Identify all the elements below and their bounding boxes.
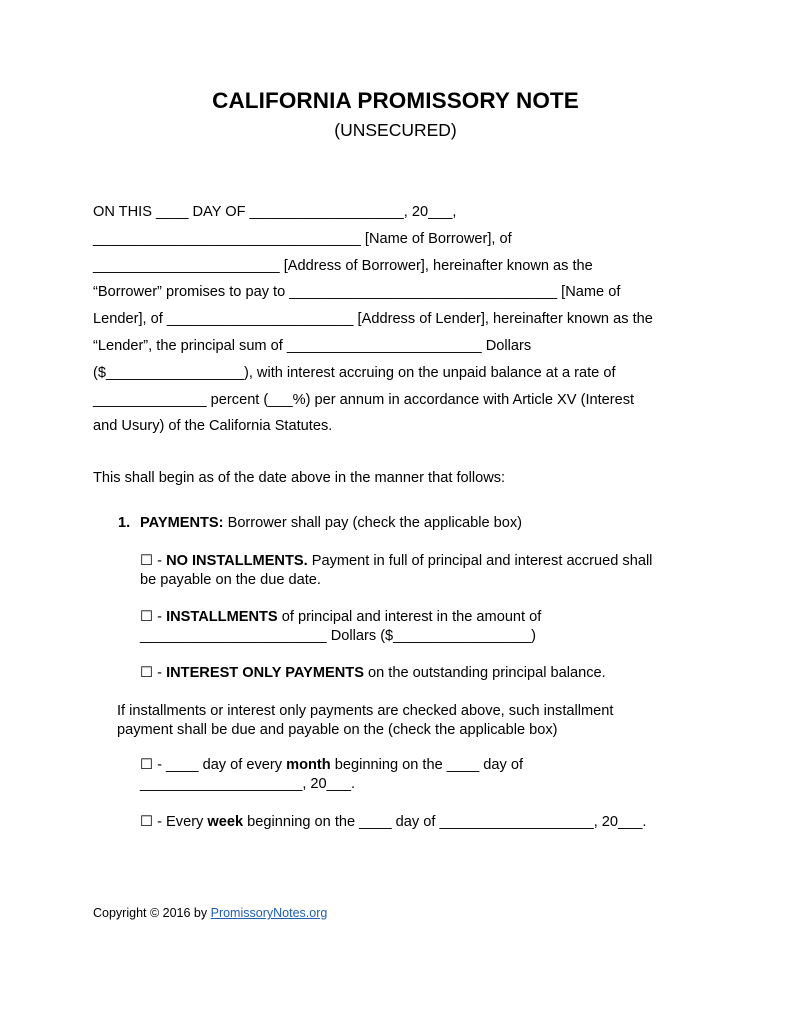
intro-line: “Borrower” promises to pay to _________________________________ [Name of — [93, 284, 621, 301]
option-text: _______________________ Dollars ($_________________) — [140, 628, 537, 644]
weekly-label: week — [207, 814, 244, 830]
monthly-text-post: beginning on the ____ day of — [330, 757, 524, 773]
weekly-text-pre: ☐ - Every — [140, 814, 208, 830]
intro-paragraph — [93, 199, 705, 440]
monthly-text-pre: ☐ - ____ day of every — [140, 757, 287, 773]
option-interest-only[interactable] — [140, 664, 606, 683]
section-heading: PAYMENTS: — [140, 515, 224, 531]
section-number: 1. — [118, 515, 131, 531]
promissory-notes-link[interactable]: PromissoryNotes.org — [210, 906, 328, 920]
intro-line: ($_________________), with interest accruing on the unpaid balance at a rate of — [93, 364, 616, 381]
option-label: NO INSTALLMENTS. — [166, 553, 308, 569]
section-text: Borrower shall pay (check the applicable box) — [223, 515, 523, 531]
option-text: be payable on the due date. — [140, 572, 321, 588]
option-installments[interactable] — [140, 608, 541, 646]
schedule-note-line: If installments or interest only payments are checked above, such installment — [117, 703, 614, 719]
option-weekly[interactable] — [140, 813, 646, 832]
intro-line: _________________________________ [Name of Borrower], of — [93, 230, 512, 247]
option-label: INTEREST ONLY PAYMENTS — [166, 665, 364, 681]
intro-line: _______________________ [Address of Borrower], hereinafter known as the — [93, 257, 593, 274]
section-payments-heading — [118, 515, 522, 531]
option-no-installments[interactable] — [140, 552, 652, 590]
monthly-label: month — [286, 757, 331, 773]
copyright-text: Copyright © 2016 by — [93, 906, 211, 920]
option-text: of principal and interest in the amount of — [277, 609, 542, 625]
intro-line: ON THIS ____ DAY OF ___________________, 20___, — [93, 204, 457, 220]
schedule-note — [117, 702, 613, 740]
checkbox-icon[interactable]: ☐ - — [140, 609, 167, 625]
option-text: on the outstanding principal balance. — [363, 665, 606, 681]
document-subtitle: (UNSECURED) — [334, 120, 457, 140]
option-text: Payment in full of principal and interest accrued shall — [307, 553, 653, 569]
intro-line: Lender], of _______________________ [Address of Lender], hereinafter known as the — [93, 311, 653, 328]
weekly-text-post: beginning on the ____ day of ___________________, 20___. — [243, 814, 647, 830]
intro-line: ______________ percent (___%) per annum in accordance with Article XV (Interest — [93, 391, 635, 408]
schedule-note-line: payment shall be due and payable on the (check the applicable box) — [117, 722, 558, 738]
option-label: INSTALLMENTS — [166, 609, 278, 625]
monthly-text-line2: ____________________, 20___. — [140, 776, 356, 792]
intro-line: “Lender”, the principal sum of ________________________ Dollars — [93, 337, 532, 354]
checkbox-icon[interactable]: ☐ - — [140, 553, 167, 569]
begin-statement: This shall begin as of the date above in the manner that follows: — [93, 470, 506, 486]
footer-copyright — [93, 906, 327, 920]
document-title: CALIFORNIA PROMISSORY NOTE — [212, 88, 579, 113]
option-monthly[interactable] — [140, 756, 523, 794]
checkbox-icon[interactable]: ☐ - — [140, 665, 167, 681]
intro-line: and Usury) of the California Statutes. — [93, 418, 333, 435]
